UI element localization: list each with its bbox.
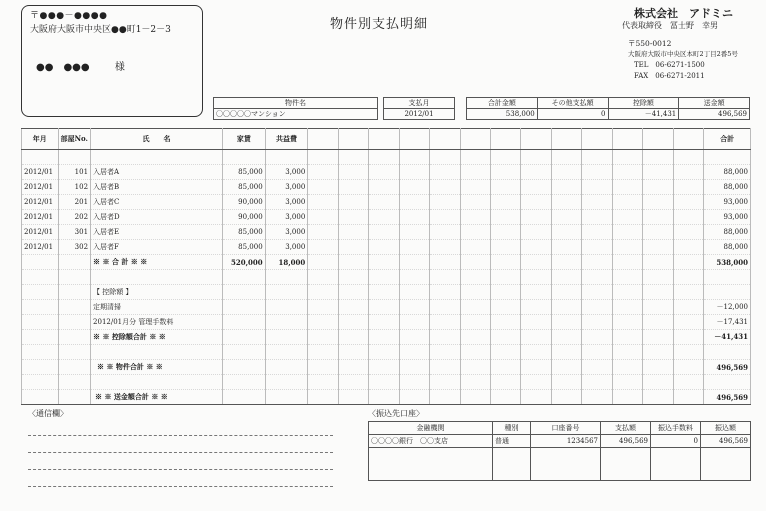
bank-type: 普通 — [493, 435, 531, 448]
col-room-no: 部屋No. — [58, 129, 90, 150]
table-row: 2012/01 201 入居者C 90,000 3,000 93,000 — [22, 195, 751, 210]
recipient-name: ●● ●●● — [36, 62, 90, 73]
recipient-postal-code: 〒●●●－●●●● — [30, 11, 108, 21]
bank-col-account: 口座番号 — [531, 422, 601, 435]
company-address: 大阪府大阪市中央区本町2丁目2番5号 — [628, 50, 738, 58]
deductions-header-row — [22, 285, 751, 300]
property-total-amount: 496,569 — [704, 360, 751, 375]
recipient-address: 大阪府大阪市中央区●●町1－2－3 — [30, 25, 171, 35]
bank-col-paid: 支払額 — [601, 422, 651, 435]
table-row — [22, 270, 751, 285]
communication-line — [28, 469, 333, 470]
send-total-amount: 496,569 — [704, 390, 751, 405]
document-title: 物件別支払明細 — [330, 17, 429, 32]
bank-col-type: 種別 — [493, 422, 531, 435]
table-row: 2012/01 101 入居者A 85,000 3,000 88,000 — [22, 165, 751, 180]
remittance-label: 送金額 — [679, 98, 750, 109]
subtotal-label: ※ ※ 合 計 ※ ※ — [91, 255, 223, 270]
payment-month-table — [383, 97, 455, 120]
deduction-value: －41,431 — [608, 109, 679, 120]
other-payment-label: その他支払額 — [537, 98, 608, 109]
subtotal-rent: 520,000 — [223, 255, 266, 270]
bank-table — [368, 421, 751, 481]
col-rent: 家賃 — [223, 129, 266, 150]
bank-col-transfer: 振込額 — [701, 422, 751, 435]
table-row: 2012/01 301 入居者E 85,000 3,000 88,000 — [22, 225, 751, 240]
send-total-label: ※ ※ 送金額合計 ※ ※ — [91, 390, 223, 405]
payment-month-label: 支払月 — [384, 98, 455, 109]
send-total-row — [22, 390, 751, 405]
company-name: 株式会社 アドミニ — [634, 7, 733, 20]
table-header-row — [22, 129, 751, 150]
recipient-honorific: 様 — [114, 62, 125, 73]
recipient-address-box — [21, 5, 203, 117]
col-total: 合計 — [704, 129, 751, 150]
table-row — [22, 375, 751, 390]
table-row: 2012/01 202 入居者D 90,000 3,000 93,000 — [22, 210, 751, 225]
property-total-row — [22, 360, 751, 375]
bank-col-institution: 金融機関 — [369, 422, 493, 435]
bank-row — [369, 435, 751, 448]
bank-fee: 0 — [651, 435, 701, 448]
communication-line — [28, 452, 333, 453]
recipient-name-line — [36, 58, 125, 73]
subtotal-fee: 18,000 — [265, 255, 308, 270]
property-total-label: ※ ※ 物件合計 ※ ※ — [91, 360, 223, 375]
communication-line — [28, 435, 333, 436]
col-name: 氏 名 — [91, 129, 223, 150]
col-year-month: 年月 — [22, 129, 59, 150]
subtotal-total: 538,000 — [704, 255, 751, 270]
table-row: 2012/01 302 入居者F 85,000 3,000 88,000 — [22, 240, 751, 255]
deduction-total-label: ※ ※ 控除額合計 ※ ※ — [91, 330, 223, 345]
communication-line — [28, 486, 333, 487]
deductions-header: 【 控除額 】 — [91, 285, 223, 300]
deduction-row: 定期清掃 －12,000 — [22, 300, 751, 315]
subtotal-row — [22, 255, 751, 270]
deduction-label: 控除額 — [608, 98, 679, 109]
remittance-value: 496,569 — [679, 109, 750, 120]
communication-title: 〈通信欄〉 — [28, 409, 68, 418]
table-row — [22, 150, 751, 165]
table-row — [22, 345, 751, 360]
bank-col-fee: 振込手数料 — [651, 422, 701, 435]
deduction-total-row — [22, 330, 751, 345]
company-postal-code: 〒550-0012 — [628, 39, 672, 48]
deduction-row: 2012/01月分 管理手数料 －17,431 — [22, 315, 751, 330]
total-amount-label: 合計金額 — [467, 98, 538, 109]
table-row: 2012/01 102 入居者B 85,000 3,000 88,000 — [22, 180, 751, 195]
bank-title: 〈振込先口座〉 — [368, 409, 424, 418]
col-common-fee: 共益費 — [265, 129, 308, 150]
bank-transfer: 496,569 — [701, 435, 751, 448]
bank-paid: 496,569 — [601, 435, 651, 448]
company-fax: FAX 06-6271-2011 — [634, 72, 705, 80]
payment-month-value: 2012/01 — [384, 109, 455, 120]
property-name-value: 〇〇〇〇〇マンション — [214, 109, 378, 120]
other-payment-value: 0 — [537, 109, 608, 120]
property-name-label: 物件名 — [214, 98, 378, 109]
amount-summary-table — [466, 97, 750, 120]
bank-account: 1234567 — [531, 435, 601, 448]
company-representative: 代表取締役 冨士野 幸男 — [622, 21, 718, 30]
payment-detail-table — [21, 128, 751, 405]
bank-header-row — [369, 422, 751, 435]
company-tel: TEL 06-6271-1500 — [634, 61, 705, 69]
total-amount-value: 538,000 — [467, 109, 538, 120]
deduction-total-amount: －41,431 — [704, 330, 751, 345]
bank-blank-row — [369, 448, 751, 481]
property-name-table — [213, 97, 378, 120]
bank-institution: 〇〇〇〇銀行 〇〇支店 — [369, 435, 493, 448]
